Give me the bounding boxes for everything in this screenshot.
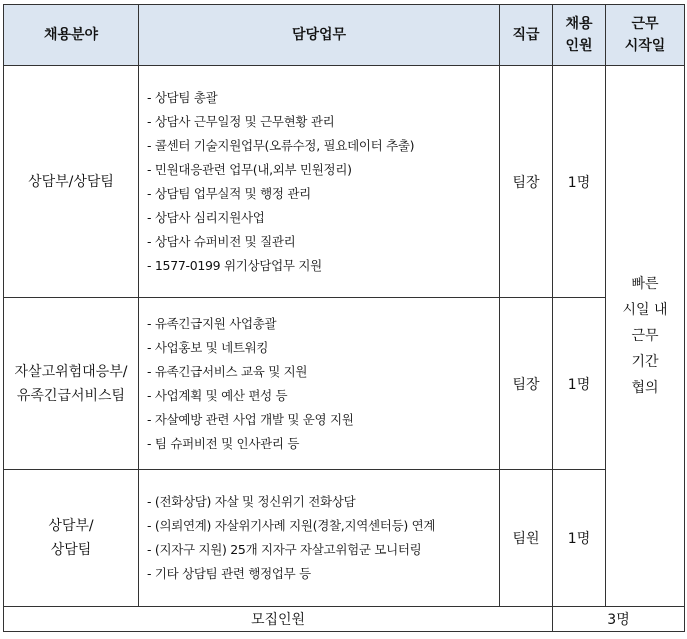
header-start: 근무 시작일 (606, 5, 685, 66)
duties-list (147, 312, 499, 456)
table-row (4, 470, 685, 607)
position-cell: 팀장 (500, 66, 553, 298)
duty-item: - 상담팀 업무실적 및 행정 관리 (147, 185, 311, 201)
duties-list (147, 490, 499, 586)
duty-item: - 상담사 슈퍼비전 및 질관리 (147, 233, 296, 249)
headcount-cell: 1명 (553, 298, 606, 470)
field-cell: 상담부/ 상담팀 (4, 470, 139, 607)
duty-item: - 팀 슈퍼비전 및 인사관리 등 (147, 435, 300, 451)
duty-item: - 유족긴급서비스 교육 및 지원 (147, 363, 308, 379)
header-headcount: 채용 인원 (553, 5, 606, 66)
duty-item: - 사업홍보 및 네트워킹 (147, 339, 269, 355)
duties-cell (139, 470, 500, 607)
duty-item: - 유족긴급지원 사업총괄 (147, 315, 277, 331)
position-cell: 팀원 (500, 470, 553, 607)
table-row (4, 66, 685, 298)
duties-cell (139, 66, 500, 298)
duty-item: - 민원대응관련 업무(내,외부 민원정리) (147, 161, 352, 177)
duty-item: - (전화상담) 자살 및 정신위기 전화상담 (147, 494, 356, 509)
duty-item: - 사업계획 및 예산 편성 등 (147, 387, 288, 403)
duty-item: - 상담사 심리지원사업 (147, 209, 265, 225)
duties-list (147, 86, 499, 278)
total-label: 모집인원 (4, 607, 553, 632)
duty-item: - (지자구 지원) 25개 지자구 자살고위험군 모니터링 (147, 542, 422, 557)
header-position: 직급 (500, 5, 553, 66)
total-value: 3명 (553, 607, 685, 632)
header-field: 채용분야 (4, 5, 139, 66)
field-cell: 상담부/상담팀 (4, 66, 139, 298)
duty-item: - 1577-0199 위기상담업무 지원 (147, 257, 322, 273)
recruitment-table (3, 4, 685, 632)
field-cell: 자살고위험대응부/ 유족긴급서비스팀 (4, 298, 139, 470)
start-date-cell: 빠른 시일 내 근무 기간 협의 (606, 66, 685, 607)
duty-item: - 상담팀 총괄 (147, 89, 218, 105)
duty-item: - (의뢰연계) 자살위기사례 지원(경찰,지역센터등) 연계 (147, 518, 436, 533)
table-row (4, 298, 685, 470)
duty-item: - 기타 상담팀 관련 행정업무 등 (147, 566, 311, 581)
total-row (4, 607, 685, 632)
duties-cell (139, 298, 500, 470)
header-duties: 담당업무 (139, 5, 500, 66)
duty-item: - 상담사 근무일정 및 근무현황 관리 (147, 113, 335, 129)
headcount-cell: 1명 (553, 470, 606, 607)
headcount-cell: 1명 (553, 66, 606, 298)
header-row (4, 5, 685, 66)
position-cell: 팀장 (500, 298, 553, 470)
duty-item: - 콜센터 기술지원업무(오류수정, 필요데이터 추출) (147, 137, 415, 153)
duty-item: - 자살예방 관련 사업 개발 및 운영 지원 (147, 411, 354, 427)
